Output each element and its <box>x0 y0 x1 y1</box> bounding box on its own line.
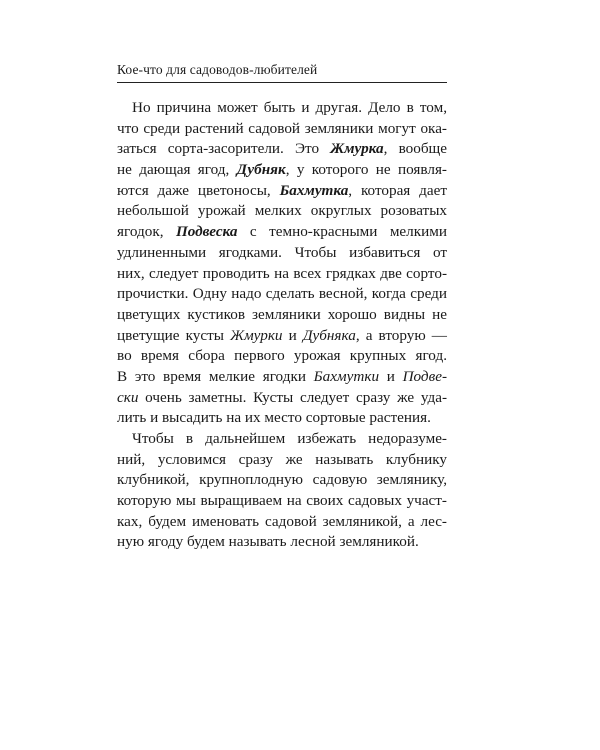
text-line <box>117 160 447 181</box>
text-run: Чтобы в дальнейшем избежать недоразуме- <box>132 430 447 447</box>
text-line <box>117 450 447 471</box>
emphasized-term: ски <box>117 388 139 406</box>
text-run: ягодок, <box>117 223 176 241</box>
text-run: заться сорта-засорители. Это <box>117 140 331 158</box>
text-line <box>117 139 447 160</box>
emphasized-term: Подве- <box>402 367 447 385</box>
emphasized-term: Жмурки <box>230 326 283 344</box>
text-line <box>117 201 447 222</box>
text-run: удлиненными ягодками. Чтобы избавиться от <box>117 243 447 261</box>
text-run: В это время мелкие ягодки <box>117 367 314 385</box>
text-run: небольшой урожай мелких округлых розоватых <box>117 202 447 220</box>
text-line <box>117 512 447 533</box>
text-line <box>117 408 447 429</box>
text-line <box>117 491 447 512</box>
text-line <box>117 264 447 285</box>
text-run: ках, будем именовать садовой земляникой, а лес- <box>117 512 447 530</box>
text-line <box>117 284 447 305</box>
text-line <box>117 532 447 553</box>
text-line <box>117 119 447 140</box>
text-line <box>117 470 447 491</box>
page-body <box>117 98 447 553</box>
text-run: ную ягоду будем называть лесной земляникой. <box>117 533 419 551</box>
emphasized-term: Бахмутки <box>313 367 380 385</box>
text-run: Но причина может быть и другая. Дело в том, <box>132 99 447 116</box>
text-run: и <box>379 367 403 385</box>
text-line <box>117 98 447 119</box>
text-run: цветущих кустиков земляники хорошо видны не <box>117 305 447 323</box>
running-head-title: Кое-что для садоводов-любителей <box>117 62 318 77</box>
text-run: , которая дает <box>348 181 447 199</box>
text-run: очень заметны. Кусты следует сразу же уда- <box>138 388 447 406</box>
paragraph-1 <box>117 98 447 429</box>
text-line <box>117 388 447 409</box>
text-run: с темно-красными мелкими <box>237 223 447 241</box>
header-divider <box>117 82 447 83</box>
emphasized-term: Дубняк <box>236 161 286 179</box>
text-run: клубникой, крупноплодную садовую землянику, <box>117 471 447 489</box>
text-line <box>117 222 447 243</box>
text-run: ются даже цветоносы, <box>117 181 280 199</box>
text-line <box>117 346 447 367</box>
text-run: цветущие кусты <box>117 326 231 344</box>
text-run: которую мы выращиваем на своих садовых участ- <box>117 492 447 510</box>
text-line <box>117 305 447 326</box>
text-run: лить и высадить на их место сортовые растения. <box>117 409 431 427</box>
text-run: во время сбора первого урожая крупных ягод. <box>117 347 447 365</box>
text-run: них, следует проводить на всех грядках две сорто- <box>117 264 447 282</box>
paragraph-2 <box>117 429 447 553</box>
text-line <box>117 326 447 347</box>
text-line <box>117 181 447 202</box>
emphasized-term: Дубняка <box>302 326 356 344</box>
text-run: прочистки. Одну надо сделать весной, когда среди <box>117 285 447 303</box>
text-line <box>117 429 447 450</box>
text-run: , у которого не появля- <box>285 161 447 179</box>
text-run: ний, условимся сразу же называть клубнику <box>117 450 447 468</box>
text-run: , а вторую — <box>355 326 447 344</box>
text-run: и <box>282 326 303 344</box>
emphasized-term: Подвеска <box>175 223 238 241</box>
emphasized-term: Бахмутка <box>279 181 349 199</box>
text-run: , вообще <box>383 140 447 158</box>
text-line <box>117 367 447 388</box>
emphasized-term: Жмурка <box>330 140 384 158</box>
text-run: что среди растений садовой земляники могут ока- <box>117 119 447 137</box>
text-run: не дающая ягод, <box>117 161 237 179</box>
text-line <box>117 243 447 264</box>
